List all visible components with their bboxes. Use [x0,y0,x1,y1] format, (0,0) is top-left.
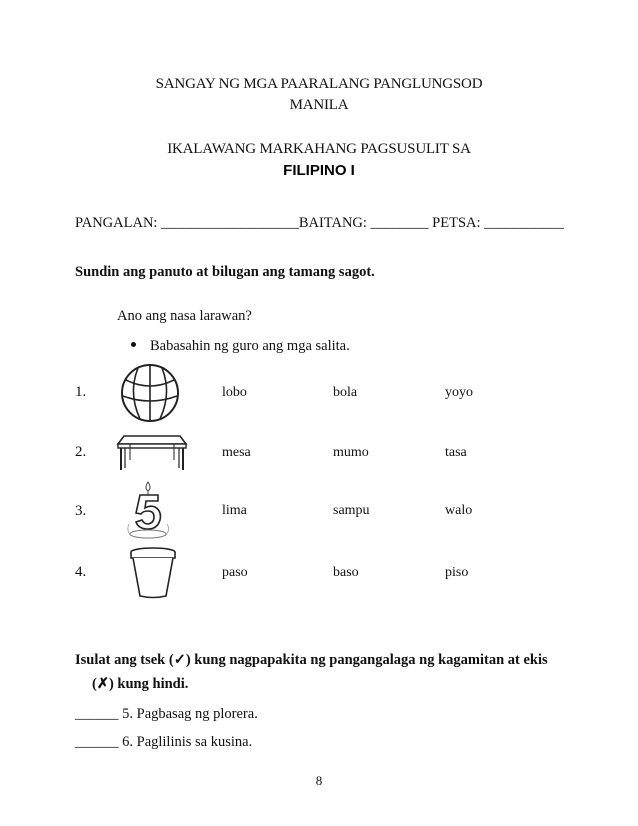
header-subject: FILIPINO I [283,162,355,179]
instruction-check-or-x-cont: (✗) kung hindi. [92,676,189,692]
option-c[interactable]: piso [445,565,469,580]
option-a[interactable]: mesa [222,445,251,460]
instruction-circle-answer: Sundin ang panuto at bilugan ang tamang sagot. [75,264,375,280]
page-number: 8 [315,773,323,788]
question-text: Ano ang nasa larawan? [117,308,252,324]
bullet-item [131,338,350,355]
bullet-text: Babasahin ng guro ang mga salita. [150,338,350,354]
table-icon [116,432,188,472]
option-a[interactable]: lobo [222,385,247,400]
statement-item [75,706,258,723]
item-number: 2. [75,444,87,460]
item-number: 1. [75,384,87,400]
statement-text: 5. Pagbasag ng plorera. [122,706,258,722]
option-c[interactable]: yoyo [445,385,473,400]
option-b[interactable]: baso [333,565,359,580]
option-a[interactable]: lima [222,503,247,518]
student-info-line: PANGALAN: ___________________BAITANG: ________ PETSA: ___________ [75,215,564,231]
bullet-dot-icon [131,342,136,347]
option-b[interactable]: bola [333,385,358,400]
item-number: 4. [75,564,87,580]
statement-item [75,734,252,751]
header-division: SANGAY NG MGA PAARALANG PANGLUNGSOD [155,76,483,92]
number-five-candle-icon [124,480,176,542]
flower-pot-icon [128,546,178,600]
item-number: 3. [75,503,87,519]
basketball-icon [118,362,182,424]
option-c[interactable]: walo [445,503,473,518]
statement-text: 6. Paglilinis sa kusina. [122,734,253,750]
answer-blank[interactable]: ______ [75,706,119,722]
option-b[interactable]: sampu [333,503,370,518]
option-c[interactable]: tasa [445,445,467,460]
option-a[interactable]: paso [222,565,248,580]
answer-blank[interactable]: ______ [75,734,119,750]
option-b[interactable]: mumo [333,445,369,460]
instruction-check-or-x: Isulat ang tsek (✓) kung nagpapakita ng pangangalaga ng kagamitan at ekis [75,652,548,668]
header-city: MANILA [289,97,349,113]
header-exam-title: IKALAWANG MARKAHANG PAGSUSULIT SA [167,141,471,157]
